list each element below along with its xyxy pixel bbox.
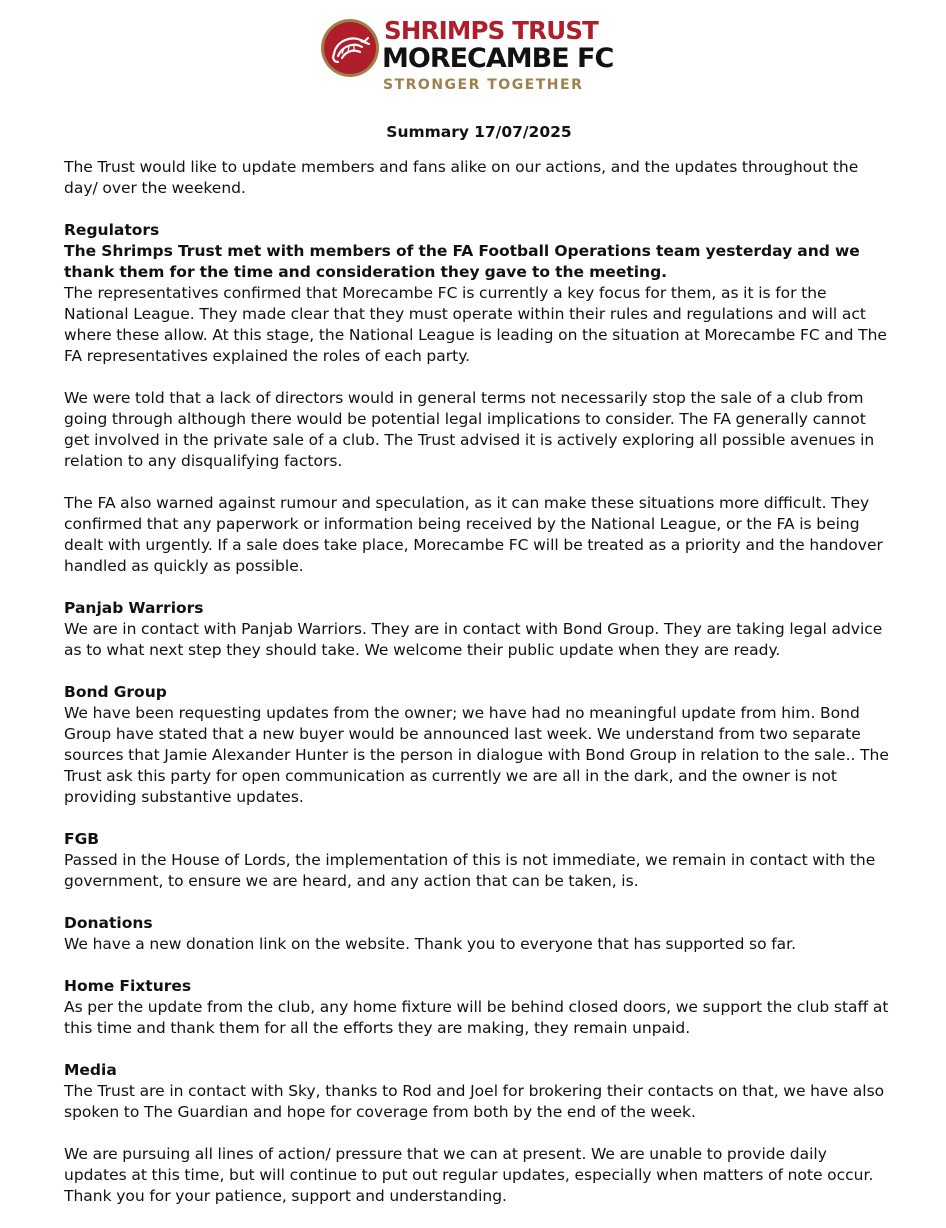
section-body: Passed in the House of Lords, the implementation of this is not immediate, we remain in contact with the government, to ensure we are heard, and any action that can be taken, is. bbox=[64, 851, 876, 890]
intro-paragraph: The Trust would like to update members and fans alike on our actions, and the updates throughout the day/ over the weekend. bbox=[64, 158, 859, 197]
home-fixtures-section bbox=[64, 976, 894, 1039]
section-heading: Home Fixtures bbox=[64, 977, 192, 995]
logo-tagline: STRONGER TOGETHER bbox=[383, 77, 584, 93]
logo-title-line1: SHRIMPS TRUST bbox=[384, 16, 599, 45]
summary-document bbox=[64, 122, 894, 1228]
donations-section bbox=[64, 913, 894, 955]
shrimps-trust-logo bbox=[320, 14, 614, 96]
shrimp-emblem-icon bbox=[320, 18, 380, 78]
section-heading: Donations bbox=[64, 914, 153, 932]
regulators-paragraph-1: The representatives confirmed that Morecambe FC is currently a key focus for them, as it is for the National League. They made clear that they must operate within their rules and regulations and will act where these allow. At this stage, the National League is leading on the situation at Morecambe FC and The FA representatives explained the roles of each party. bbox=[64, 284, 887, 365]
section-heading: Media bbox=[64, 1061, 117, 1079]
document-title: Summary 17/07/2025 bbox=[386, 123, 572, 141]
closing-paragraph: We are pursuing all lines of action/ pressure that we can at present. We are unable to provide daily updates at this time, but will continue to put out regular updates, especially when matters of note occur. Thank you for your patience, support and understanding. bbox=[64, 1145, 874, 1205]
section-body: We have a new donation link on the website. Thank you to everyone that has supported so far. bbox=[64, 935, 797, 953]
section-body: We have been requesting updates from the owner; we have had no meaningful update from him. Bond Group have stated that a new buyer would be announced last week. We understand from two separate sources that Jamie Alexander Hunter is the person in dialogue with Bond Group in relation to the sale.. The Trust ask this party for open communication as currently we are all in the dark, and the owner is not providing substantive updates. bbox=[64, 704, 889, 806]
media-section bbox=[64, 1060, 894, 1123]
section-heading: Panjab Warriors bbox=[64, 599, 204, 617]
regulators-paragraph-2: We were told that a lack of directors would in general terms not necessarily stop the sale of a club from going through although there would be potential legal implications to consider. The FA generally cannot get involved in the private sale of a club. The Trust advised it is actively exploring all possible avenues in relation to any disqualifying factors. bbox=[64, 389, 875, 470]
section-heading: FGB bbox=[64, 830, 100, 848]
section-body: The Trust are in contact with Sky, thanks to Rod and Joel for brokering their contacts on that, we have also spoken to The Guardian and hope for coverage from both by the end of the week. bbox=[64, 1082, 885, 1121]
section-body: We are in contact with Panjab Warriors. They are in contact with Bond Group. They are taking legal advice as to what next step they should take. We welcome their public update when they are ready. bbox=[64, 620, 883, 659]
panjab-warriors-section bbox=[64, 598, 894, 661]
regulators-paragraph-3: The FA also warned against rumour and speculation, as it can make these situations more difficult. They confirmed that any paperwork or information being received by the National League, or the FA is being dealt with urgently. If a sale does take place, Morecambe FC will be treated as a priority and the handover handled as quickly as possible. bbox=[64, 494, 883, 575]
section-heading: Regulators bbox=[64, 221, 160, 239]
fgb-section bbox=[64, 829, 894, 892]
section-body: As per the update from the club, any home fixture will be behind closed doors, we support the club staff at this time and thank them for all the efforts they are making, they remain unpaid. bbox=[64, 998, 889, 1037]
logo-title-line2: MORECAMBE FC bbox=[382, 43, 614, 74]
regulators-section bbox=[64, 220, 894, 577]
section-heading: Bond Group bbox=[64, 683, 167, 701]
regulators-lead: The Shrimps Trust met with members of the FA Football Operations team yesterday and we thank them for the time and consideration they gave to the meeting. bbox=[64, 242, 860, 281]
bond-group-section bbox=[64, 682, 894, 808]
